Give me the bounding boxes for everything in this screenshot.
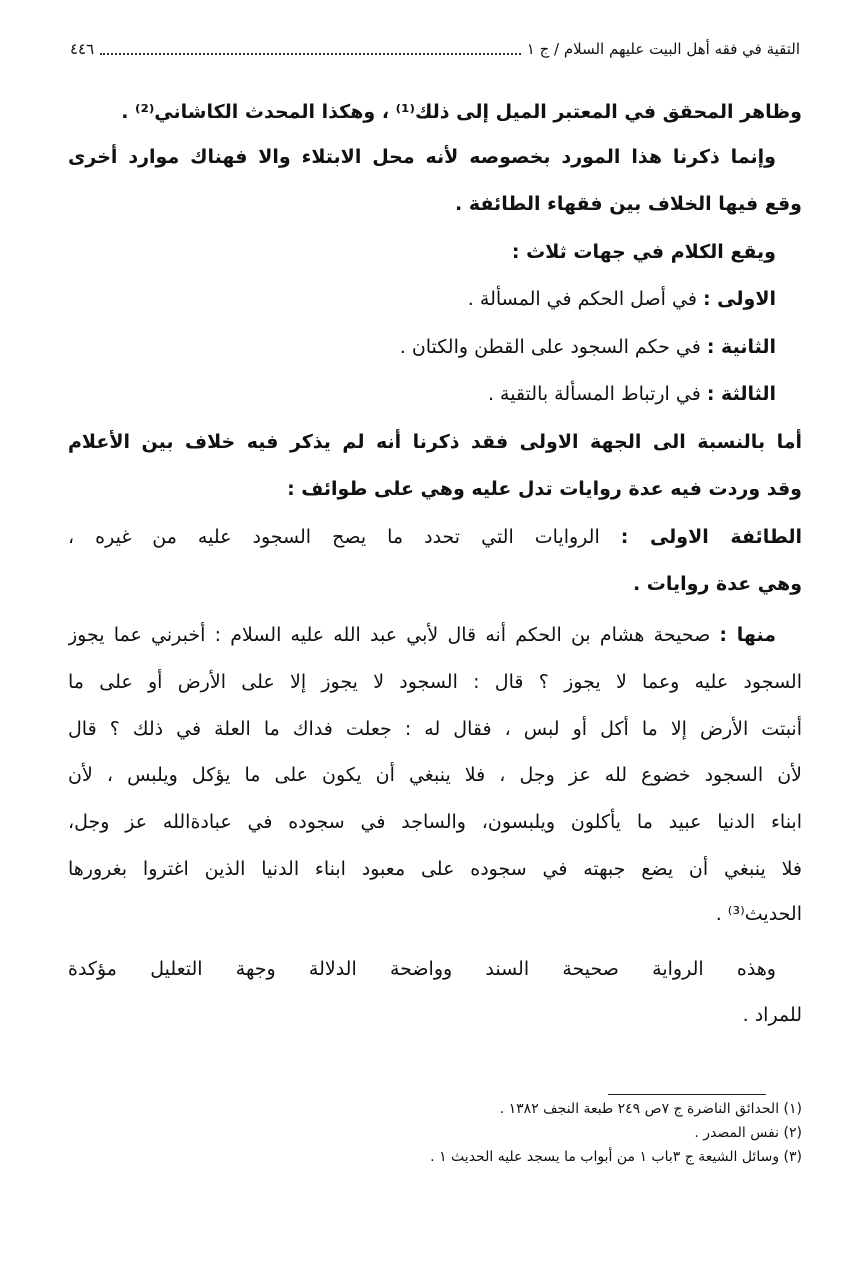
line-lead: الطائفة الاولى :	[620, 526, 802, 548]
header-title: التقية في فقه أهل البيت عليهم السلام / ج ١	[526, 40, 800, 58]
body-line	[68, 140, 776, 174]
line-lead: الثالثة :	[706, 383, 776, 405]
body-line	[68, 282, 776, 316]
line-lead: الثانية :	[706, 336, 776, 358]
footnote-1: (١) الحدائق الناضرة ج ٧ص ٢٤٩ طبعة النجف ١٣٨٢ .	[499, 1101, 802, 1117]
running-header	[70, 34, 800, 64]
body-line	[68, 330, 776, 364]
page-number: ٤٤٦	[70, 40, 95, 58]
line-text: فلا ينبغي أن يضع جبهته في سجوده على معبود ابناء الدنيا الذين اغتروا بغرورها	[68, 858, 802, 880]
body-line	[68, 852, 802, 886]
body-line	[68, 665, 802, 699]
line-text: صحيحة هشام بن الحكم أنه قال لأبي عبد الله عليه السلام : أخبرني عما يجوز	[68, 624, 720, 646]
body-line	[68, 805, 802, 839]
line-lead: منها :	[719, 624, 776, 646]
line-text: لأن السجود خضوع لله عز وجل ، فلا ينبغي أن يكون على ما يؤكل ويلبس ، لأن	[68, 764, 802, 786]
line-text: السجود عليه وعما لا يجوز ؟ قال : السجود لا يجوز إلا على الأرض أو على ما	[68, 671, 802, 693]
body-line	[68, 952, 776, 986]
line-text: ويقع الكلام في جهات ثلاث :	[511, 241, 776, 263]
line-text: الحديث⁽³⁾ .	[715, 903, 802, 925]
footnote-separator	[608, 1094, 766, 1095]
line-text: الروايات التي تحدد ما يصح السجود عليه من غيره ،	[68, 526, 621, 548]
line-text: وظاهر المحقق في المعتبر الميل إلى ذلك⁽¹⁾ ، وهكذا المحدث الكاشاني⁽²⁾ .	[121, 101, 802, 123]
line-text: وإنما ذكرنا هذا المورد بخصوصه لأنه محل الابتلاء والا فهناك موارد أخرى	[68, 146, 776, 168]
line-text: أنبتت الأرض إلا ما أكل أو لبس ، فقال له : جعلت فداك ما العلة في ذلك ؟ قال	[68, 718, 802, 740]
line-text: وهذه الرواية صحيحة السند وواضحة الدلالة وجهة التعليل مؤكدة	[68, 958, 776, 980]
line-text: للمراد .	[742, 1004, 802, 1026]
body-line	[68, 520, 802, 554]
body-line	[68, 377, 776, 411]
line-text: وهي عدة روايات .	[632, 573, 802, 595]
body-line	[68, 95, 802, 129]
body-line	[68, 897, 802, 931]
line-text: وقع فيها الخلاف بين فقهاء الطائفة .	[455, 193, 802, 215]
body-line	[68, 472, 802, 506]
line-text: في أصل الحكم في المسألة .	[467, 288, 703, 310]
body-line	[68, 618, 776, 652]
body-line	[68, 712, 802, 746]
line-text: أما بالنسبة الى الجهة الاولى فقد ذكرنا أنه لم يذكر فيه خلاف بين الأعلام	[68, 431, 802, 453]
footnote-2: (٢) نفس المصدر .	[694, 1125, 802, 1141]
header-dot-leader	[100, 43, 521, 55]
line-text: ابناء الدنيا عبيد ما يأكلون ويلبسون، والساجد في سجوده في عبادةالله عز وجل،	[68, 811, 802, 833]
line-text: في ارتباط المسألة بالتقية .	[487, 383, 707, 405]
body-line	[68, 998, 802, 1032]
line-lead: الاولى :	[702, 288, 776, 310]
body-line	[68, 425, 802, 459]
body-line	[68, 567, 802, 601]
body-line	[68, 758, 802, 792]
line-text: وقد وردت فيه عدة روايات تدل عليه وهي على طوائف :	[287, 478, 802, 500]
footnote-3: (٣) وسائل الشيعة ج ٣باب ١ من أبواب ما يسجد عليه الحديث ١ .	[430, 1149, 802, 1165]
body-line	[68, 187, 802, 221]
line-text: في حكم السجود على القطن والكتان .	[399, 336, 707, 358]
body-line	[68, 235, 776, 269]
